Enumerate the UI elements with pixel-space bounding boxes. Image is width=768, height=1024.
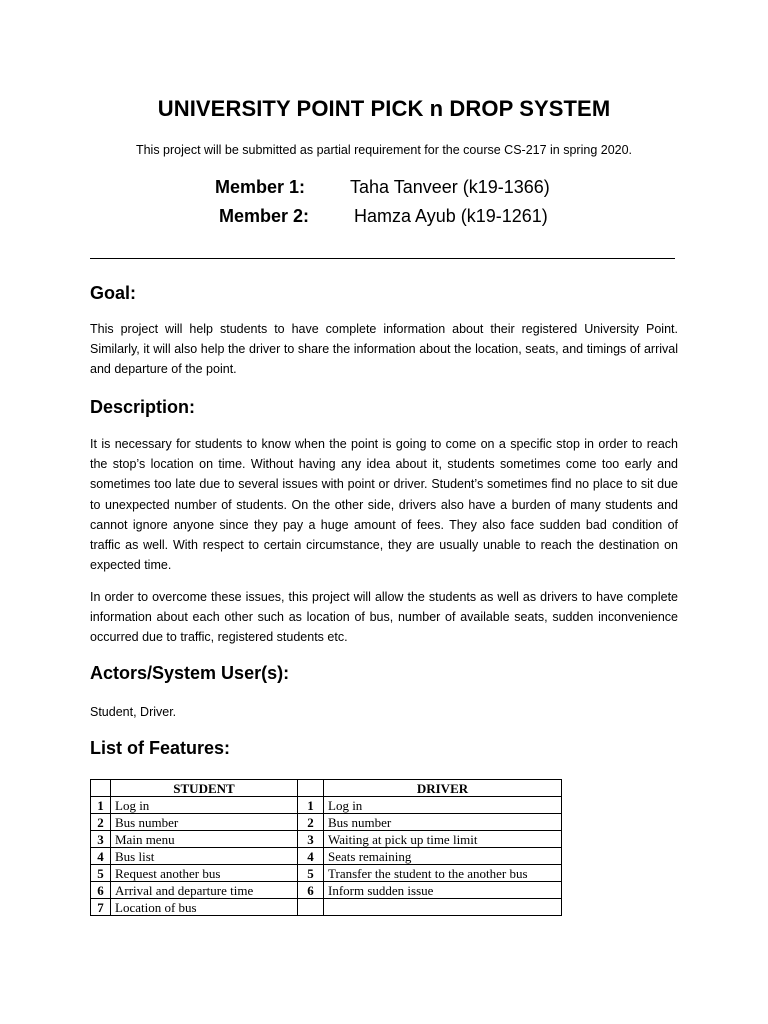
horizontal-divider xyxy=(90,258,675,259)
driver-feature-number: 3 xyxy=(298,831,324,848)
table-row xyxy=(91,865,562,882)
driver-feature: Log in xyxy=(324,797,562,814)
driver-feature: Waiting at pick up time limit xyxy=(324,831,562,848)
student-feature: Location of bus xyxy=(111,899,298,916)
member-1-name: Taha Tanveer (k19-1366) xyxy=(350,177,550,197)
student-feature-number: 5 xyxy=(91,865,111,882)
actors-heading: Actors/System User(s): xyxy=(90,663,290,683)
table-row xyxy=(91,882,562,899)
student-feature-number: 2 xyxy=(91,814,111,831)
driver-feature: Bus number xyxy=(324,814,562,831)
driver-feature-number: 6 xyxy=(298,882,324,899)
goal-heading: Goal: xyxy=(90,283,137,303)
table-row xyxy=(91,899,562,916)
driver-feature-number: 1 xyxy=(298,797,324,814)
driver-feature: Transfer the student to the another bus xyxy=(324,865,562,882)
driver-feature-number: 5 xyxy=(298,865,324,882)
features-header-row xyxy=(91,780,562,797)
document-subtitle: This project will be submitted as partial requirement for the course CS-217 in spring 2020. xyxy=(135,143,633,157)
student-num-header xyxy=(91,780,111,797)
student-feature: Arrival and departure time xyxy=(111,882,298,899)
student-feature: Main menu xyxy=(111,831,298,848)
table-row xyxy=(91,797,562,814)
driver-feature: Inform sudden issue xyxy=(324,882,562,899)
document-title: UNIVERSITY POINT PICK n DROP SYSTEM xyxy=(157,96,611,121)
goal-text: This project will help students to have complete information about their registered University Point. Similarly, it will also help the driver to share the information about the location, seats, and timings of arrival and departure of the point. xyxy=(90,322,678,377)
member-1-label: Member 1: xyxy=(215,177,306,197)
member-2-name: Hamza Ayub (k19-1261) xyxy=(354,206,548,226)
driver-num-header xyxy=(298,780,324,797)
student-feature: Log in xyxy=(111,797,298,814)
driver-feature xyxy=(324,899,562,916)
table-row xyxy=(91,848,562,865)
driver-feature: Seats remaining xyxy=(324,848,562,865)
features-heading: List of Features: xyxy=(90,738,231,758)
student-feature-number: 3 xyxy=(91,831,111,848)
student-header: STUDENT xyxy=(111,780,298,797)
table-row xyxy=(91,814,562,831)
student-feature-number: 1 xyxy=(91,797,111,814)
actors-text: Student, Driver. xyxy=(90,705,177,719)
student-feature-number: 6 xyxy=(91,882,111,899)
driver-feature-number: 4 xyxy=(298,848,324,865)
student-feature-number: 7 xyxy=(91,899,111,916)
description-heading: Description: xyxy=(90,397,196,417)
features-body xyxy=(91,797,562,916)
table-row xyxy=(91,831,562,848)
driver-header: DRIVER xyxy=(324,780,562,797)
student-feature: Bus number xyxy=(111,814,298,831)
student-feature: Request another bus xyxy=(111,865,298,882)
member-2-label: Member 2: xyxy=(219,206,310,226)
description-paragraph-2: In order to overcome these issues, this project will allow the students as well as drivers to have complete information about each other such as location of bus, number of available seats, sudden inconvenience occurred due to traffic, registered students etc. xyxy=(90,590,678,645)
student-feature: Bus list xyxy=(111,848,298,865)
driver-feature-number xyxy=(298,899,324,916)
features-table xyxy=(90,779,562,916)
description-paragraph-1: It is necessary for students to know when the point is going to come on a specific stop in order to reach the stop’s location on time. Without having any idea about it, students sometimes come too early and sometimes too late due to several issues with point or driver. Student’s sometimes find no place to sit due to unexpected number of students. On the other side, drivers also have a burden of many students and cannot ignore anyone since they pay a huge amount of fees. They also face sudden bad condition of traffic as well. With respect to certain circumstance, they are usually unable to reach the destination on expected time. xyxy=(90,437,678,573)
student-feature-number: 4 xyxy=(91,848,111,865)
driver-feature-number: 2 xyxy=(298,814,324,831)
